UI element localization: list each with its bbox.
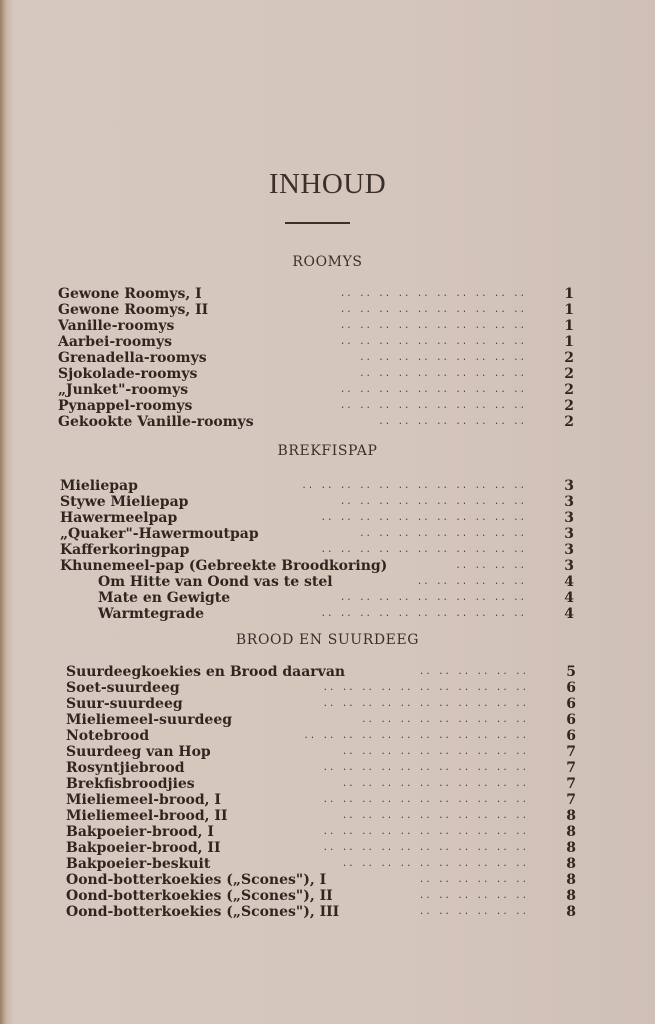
leader-dots: .. .. .. .. .. .. .. .. .. .. xyxy=(341,859,528,869)
entry-title: Stywe Mieliepap xyxy=(60,494,189,510)
leader-dots: .. .. .. .. .. .. .. .. .. .. xyxy=(339,593,526,603)
page-number: 1 xyxy=(564,334,574,350)
leader-dots: .. .. .. .. .. .. .. .. .. .. .. xyxy=(322,795,528,805)
entry-title: Oond-botterkoekies („Scones"), I xyxy=(66,872,327,888)
entry-title: Gewone Roomys, I xyxy=(58,286,202,302)
page-number: 3 xyxy=(564,526,574,542)
section-heading-roomys: ROOMYS xyxy=(292,254,363,270)
toc-entry[interactable] xyxy=(60,558,574,574)
toc-entry[interactable] xyxy=(66,840,576,856)
toc-entry[interactable] xyxy=(66,664,576,680)
page-number: 8 xyxy=(566,872,576,888)
page-number: 4 xyxy=(564,590,574,606)
page-number: 8 xyxy=(566,904,576,920)
toc-entry[interactable] xyxy=(60,606,574,622)
entry-title: Warmtegrade xyxy=(98,606,205,622)
toc-entry[interactable] xyxy=(66,808,576,824)
page-number: 6 xyxy=(566,712,576,728)
toc-entry[interactable] xyxy=(66,696,576,712)
page-number: 8 xyxy=(566,856,576,872)
page-number: 7 xyxy=(566,792,576,808)
leader-dots: .. .. .. .. .. .. .. .. xyxy=(378,417,526,427)
page-number: 3 xyxy=(564,478,574,494)
entry-title: Suurdeeg van Hop xyxy=(66,744,211,760)
entry-title: Gewone Roomys, II xyxy=(58,302,209,318)
toc-entry[interactable] xyxy=(58,414,574,430)
toc-entry[interactable] xyxy=(58,318,574,334)
entry-title: Mieliepap xyxy=(60,478,138,494)
entry-title: Notebrood xyxy=(66,728,150,744)
page-number: 2 xyxy=(564,350,574,366)
leader-dots: .. .. .. .. .. .. .. .. .. .. xyxy=(339,385,526,395)
page-number: 3 xyxy=(564,510,574,526)
entry-title: Mieliemeel-brood, II xyxy=(66,808,228,824)
toc-entry[interactable] xyxy=(66,680,576,696)
entry-title: Pynappel-roomys xyxy=(58,398,193,414)
page-number: 2 xyxy=(564,398,574,414)
leader-dots: .. .. .. .. .. .. xyxy=(416,577,526,587)
toc-entry[interactable] xyxy=(66,856,576,872)
toc-entry[interactable] xyxy=(58,366,574,382)
leader-dots: .. .. .. .. xyxy=(455,561,526,571)
toc-entry[interactable] xyxy=(66,872,576,888)
toc-entry[interactable] xyxy=(66,760,576,776)
toc-entry[interactable] xyxy=(60,526,574,542)
page-number: 8 xyxy=(566,840,576,856)
page-number: 7 xyxy=(566,744,576,760)
entry-title: Suurdeegkoekies en Brood daarvan xyxy=(66,664,346,680)
toc-entry[interactable] xyxy=(58,302,574,318)
entry-title: Om Hitte van Oond vas te stel xyxy=(98,574,333,590)
toc-entry[interactable] xyxy=(60,494,574,510)
section-entries-brekfispap xyxy=(60,478,574,622)
leader-dots: .. .. .. .. .. .. .. .. .. .. xyxy=(339,321,526,331)
entry-title: Soet-suurdeeg xyxy=(66,680,180,696)
toc-entry[interactable] xyxy=(66,888,576,904)
entry-title: Oond-botterkoekies („Scones"), II xyxy=(66,888,333,904)
entry-title: Mieliemeel-suurdeeg xyxy=(66,712,233,728)
entry-title: Vanille-roomys xyxy=(58,318,175,334)
page-number: 6 xyxy=(566,680,576,696)
page-number: 3 xyxy=(564,542,574,558)
toc-entry[interactable] xyxy=(66,728,576,744)
leader-dots: .. .. .. .. .. .. .. .. .. .. .. xyxy=(322,827,528,837)
leader-dots: .. .. .. .. .. .. .. .. .. .. .. .. xyxy=(301,481,526,491)
leader-dots: .. .. .. .. .. .. .. .. .. .. xyxy=(341,811,528,821)
leader-dots: .. .. .. .. .. .. .. .. .. .. .. .. xyxy=(303,731,528,741)
entry-title: Aarbei-roomys xyxy=(58,334,173,350)
toc-entry[interactable] xyxy=(66,712,576,728)
entry-title: Suur-suurdeeg xyxy=(66,696,183,712)
page-number: 1 xyxy=(564,286,574,302)
toc-entry[interactable] xyxy=(60,542,574,558)
leader-dots: .. .. .. .. .. .. xyxy=(418,907,528,917)
toc-entry[interactable] xyxy=(58,334,574,350)
entry-title: Sjokolade-roomys xyxy=(58,366,198,382)
entry-title: Rosyntjiebrood xyxy=(66,760,185,776)
toc-entry[interactable] xyxy=(60,478,574,494)
toc-entry[interactable] xyxy=(58,286,574,302)
entry-title: Gekookte Vanille-roomys xyxy=(58,414,254,430)
leader-dots: .. .. .. .. .. .. .. .. .. .. xyxy=(339,497,526,507)
leader-dots: .. .. .. .. .. .. .. .. .. .. .. xyxy=(322,843,528,853)
toc-entry[interactable] xyxy=(66,824,576,840)
page-number: 3 xyxy=(564,494,574,510)
section-heading-brood-en-suurdeeg: BROOD EN SUURDEEG xyxy=(235,632,420,648)
leader-dots: .. .. .. .. .. .. .. .. .. .. .. xyxy=(322,683,528,693)
leader-dots: .. .. .. .. .. .. .. .. .. .. xyxy=(339,289,526,299)
page-number: 7 xyxy=(566,776,576,792)
leader-dots: .. .. .. .. .. .. .. .. .. xyxy=(359,529,526,539)
leader-dots: .. .. .. .. .. .. .. .. .. xyxy=(359,353,526,363)
page-number: 6 xyxy=(566,696,576,712)
page-number: 3 xyxy=(564,558,574,574)
entry-title: „Junket"-roomys xyxy=(58,382,189,398)
entry-title: Oond-botterkoekies („Scones"), III xyxy=(66,904,340,920)
leader-dots: .. .. .. .. .. .. xyxy=(418,891,528,901)
toc-entry[interactable] xyxy=(60,574,574,590)
page-number: 1 xyxy=(564,318,574,334)
title-divider xyxy=(285,222,350,224)
page-number: 2 xyxy=(564,366,574,382)
entry-title: Bakpoeier-beskuit xyxy=(66,856,211,872)
page-number: 4 xyxy=(564,606,574,622)
entry-title: Brekfisbroodjies xyxy=(66,776,195,792)
page-number: 8 xyxy=(566,888,576,904)
section-entries-roomys xyxy=(58,286,574,430)
leader-dots: .. .. .. .. .. .. .. .. .. .. .. xyxy=(322,699,528,709)
page-number: 8 xyxy=(566,824,576,840)
leader-dots: .. .. .. .. .. .. .. .. .. .. xyxy=(339,337,526,347)
page-number: 5 xyxy=(566,664,576,680)
leader-dots: .. .. .. .. .. .. .. .. .. .. xyxy=(339,305,526,315)
page-number: 6 xyxy=(566,728,576,744)
page-number: 2 xyxy=(564,382,574,398)
entry-title: Bakpoeier-brood, II xyxy=(66,840,221,856)
toc-entry[interactable] xyxy=(60,510,574,526)
leader-dots: .. .. .. .. .. .. .. .. .. xyxy=(361,715,528,725)
toc-entry[interactable] xyxy=(66,904,576,920)
page-number: 1 xyxy=(564,302,574,318)
toc-entry[interactable] xyxy=(60,590,574,606)
entry-title: Khunemeel-pap (Gebreekte Broodkoring) xyxy=(60,558,388,574)
section-entries-brood-en-suurdeeg xyxy=(66,664,576,920)
leader-dots: .. .. .. .. .. .. .. .. .. .. xyxy=(341,779,528,789)
entry-title: Bakpoeier-brood, I xyxy=(66,824,214,840)
leader-dots: .. .. .. .. .. .. xyxy=(418,875,528,885)
page-number: 7 xyxy=(566,760,576,776)
page-number: 2 xyxy=(564,414,574,430)
leader-dots: .. .. .. .. .. .. .. .. .. .. .. xyxy=(320,609,526,619)
leader-dots: .. .. .. .. .. .. .. .. .. .. .. xyxy=(322,763,528,773)
leader-dots: .. .. .. .. .. .. xyxy=(418,667,528,677)
entry-title: „Quaker"-Hawermoutpap xyxy=(60,526,259,542)
entry-title: Kafferkoringpap xyxy=(60,542,190,558)
toc-entry[interactable] xyxy=(58,398,574,414)
page-number: 4 xyxy=(564,574,574,590)
toc-entry[interactable] xyxy=(66,744,576,760)
leader-dots: .. .. .. .. .. .. .. .. .. .. xyxy=(339,401,526,411)
entry-title: Mate en Gewigte xyxy=(98,590,231,606)
leader-dots: .. .. .. .. .. .. .. .. .. .. .. xyxy=(320,545,526,555)
entry-title: Grenadella-roomys xyxy=(58,350,207,366)
entry-title: Hawermeelpap xyxy=(60,510,178,526)
section-heading-brekfispap: BREKFISPAP xyxy=(277,443,378,459)
toc-entry[interactable] xyxy=(66,792,576,808)
toc-entry[interactable] xyxy=(66,776,576,792)
toc-entry[interactable] xyxy=(58,382,574,398)
entry-title: Mieliemeel-brood, I xyxy=(66,792,221,808)
leader-dots: .. .. .. .. .. .. .. .. .. .. xyxy=(341,747,528,757)
toc-entry[interactable] xyxy=(58,350,574,366)
page-number: 8 xyxy=(566,808,576,824)
leader-dots: .. .. .. .. .. .. .. .. .. .. .. xyxy=(320,513,526,523)
leader-dots: .. .. .. .. .. .. .. .. .. xyxy=(359,369,526,379)
page-title: INHOUD xyxy=(268,168,387,200)
